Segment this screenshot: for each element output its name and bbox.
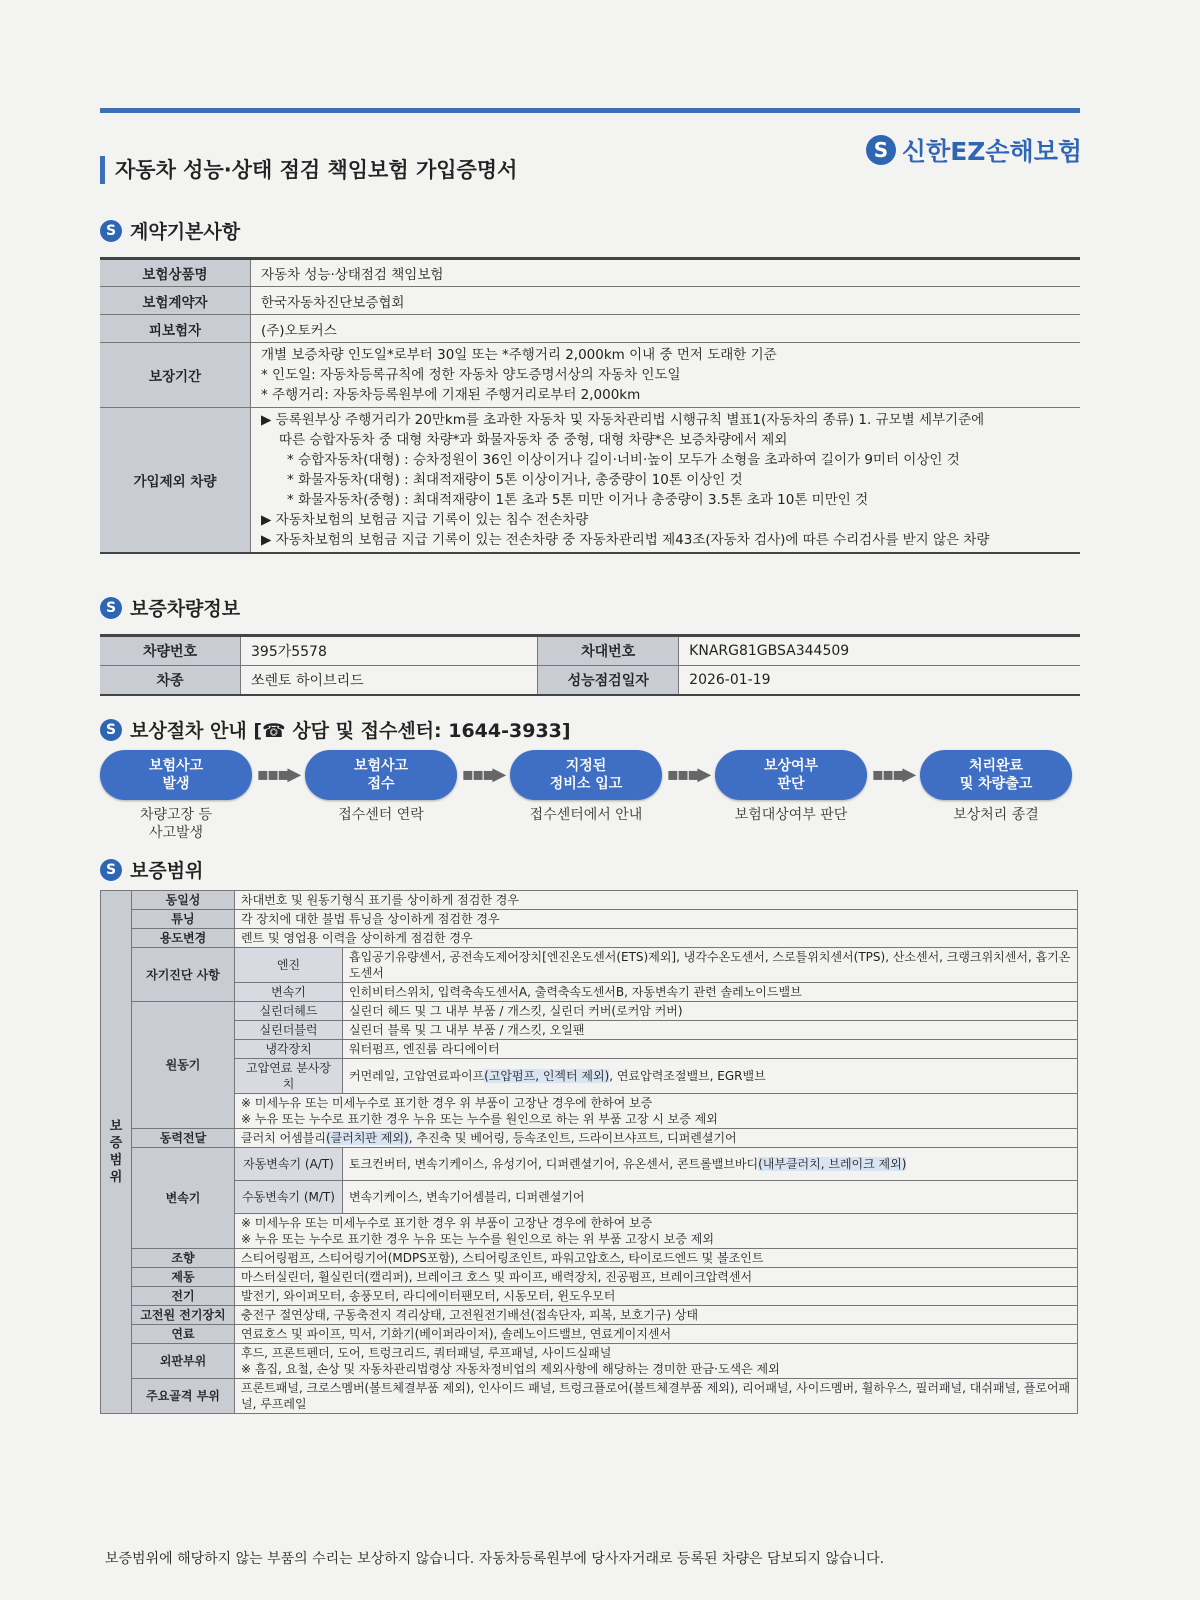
- period-line: * 인도일: 자동차등록규칙에 정한 자동차 양도증명서상의 자동차 인도일: [261, 367, 681, 383]
- section-bullet-icon: S: [100, 719, 122, 741]
- cov-sublabel: 엔진: [235, 948, 343, 983]
- flow-step: [100, 750, 252, 842]
- excluded-line: ▶ 자동차보험의 보험금 지급 기록이 있는 침수 전손차량: [261, 512, 589, 528]
- flow-step-desc: 보상처리 종결: [953, 807, 1039, 823]
- label-policyholder: 보험계약자: [100, 287, 251, 315]
- label-model: 차종: [100, 666, 241, 696]
- flow-step-desc: 접수센터 연락: [338, 807, 424, 823]
- period-line: 개별 보증차량 인도일*로부터 30일 또는 *주행거리 2,000km 이내 중 먼저 도래한 기준: [261, 347, 777, 363]
- flow-step: [715, 750, 867, 824]
- flow-step: [920, 750, 1072, 824]
- excluded-line: * 화물자동차(대형) : 최대적재량이 5톤 이상이거나, 총중량이 10톤 이상인 것: [287, 472, 743, 488]
- page-title: 자동차 성능·상태 점검 책임보험 가입증명서: [100, 156, 517, 184]
- claim-flow: [100, 750, 1060, 840]
- cov-text: 연료호스 및 파이프, 믹서, 기화기(베이퍼라이저), 솔레노이드밸브, 연료게이지센서: [235, 1325, 1078, 1344]
- flow-step-desc: 차량고장 등 사고발생: [139, 807, 213, 841]
- cov-text: 실린더 헤드 및 그 내부 부품 / 개스킷, 실린더 커버(로커암 커버): [343, 1002, 1078, 1021]
- coverage-table: [100, 890, 1078, 1414]
- cov-label: 연료: [132, 1325, 235, 1344]
- cov-text: 변속기케이스, 변속기어셈블리, 디퍼렌셜기어: [343, 1181, 1078, 1214]
- label-plate: 차량번호: [100, 636, 241, 666]
- cov-sublabel: 자동변속기 (A/T): [235, 1148, 343, 1181]
- cov-sublabel: 냉각장치: [235, 1040, 343, 1059]
- cov-text: 인히비터스위치, 입력축속도센서A, 출력축속도센서B, 자동변속기 관련 솔레노이드밸브: [343, 983, 1078, 1002]
- flow-step-pill: 처리완료 및 차량출고: [920, 750, 1072, 800]
- label-inspection-date: 성능점검일자: [538, 666, 679, 696]
- cov-label: 제동: [132, 1268, 235, 1287]
- cov-sublabel: 실린더블럭: [235, 1021, 343, 1040]
- flow-arrow-icon: ▪▪▪▶: [666, 764, 710, 785]
- cov-text: 후드, 프론트펜더, 도어, 트렁크리드, 쿼터패널, 루프패널, 사이드실패널 ※ 흠집, 요철, 손상 및 자동차관리법령상 자동차정비업의 제외사항에 해당하는 경미한 판금·도색은 제외: [235, 1344, 1078, 1379]
- cov-label: 외판부위: [132, 1344, 235, 1379]
- label-period: 보장기간: [100, 343, 251, 408]
- cov-text: 차대번호 및 원동기형식 표기를 상이하게 점검한 경우: [235, 891, 1078, 910]
- contract-table: [100, 257, 1080, 554]
- cov-text: 각 장치에 대한 불법 튜닝을 상이하게 점검한 경우: [235, 910, 1078, 929]
- label-vin: 차대번호: [538, 636, 679, 666]
- excluded-line: ▶ 자동차보험의 보험금 지급 기록이 있는 전손차량 중 자동차관리법 제43조(자동차 검사)에 따른 수리검사를 받지 않은 차량: [261, 532, 990, 548]
- cov-text: 발전기, 와이퍼모터, 송풍모터, 라디에이터팬모터, 시동모터, 윈도우모터: [235, 1287, 1078, 1306]
- cov-text: 워터펌프, 엔진룸 라디에이터: [343, 1040, 1078, 1059]
- cov-label: 용도변경: [132, 929, 235, 948]
- cov-sublabel: 실린더헤드: [235, 1002, 343, 1021]
- section-bullet-icon: S: [100, 220, 122, 242]
- cov-label: 조향: [132, 1249, 235, 1268]
- value-product: 자동차 성능·상태점검 책임보험: [251, 259, 1081, 287]
- cov-sublabel: 변속기: [235, 983, 343, 1002]
- cov-text: 프론트패널, 크로스멤버(볼트체결부품 제외), 인사이드 패널, 트렁크플로어(볼트체결부품 제외), 리어패널, 사이드멤버, 휠하우스, 필러패널, 대쉬패널, 플로어패널, 루프레일: [235, 1379, 1078, 1414]
- cov-note: ※ 미세누유 또는 미세누수로 표기한 경우 위 부품이 고장난 경우에 한하여 보증 ※ 누유 또는 누수로 표기한 경우 누유 또는 누수를 원인으로 하는 위 부품 고장시 보증 제외: [235, 1214, 1078, 1249]
- label-product: 보험상품명: [100, 259, 251, 287]
- flow-arrow-icon: ▪▪▪▶: [461, 764, 505, 785]
- excluded-line: 따른 승합자동차 중 대형 차량*과 화물자동차 중 중형, 대형 차량*은 보증차량에서 제외: [279, 432, 788, 448]
- cov-text: 클러치 어셈블리(클러치판 제외), 추진축 및 베어링, 등속조인트, 드라이브샤프트, 디퍼렌셜기어: [235, 1129, 1078, 1148]
- cov-note: ※ 미세누유 또는 미세누수로 표기한 경우 위 부품이 고장난 경우에 한하여 보증 ※ 누유 또는 누수로 표기한 경우 누유 또는 누수를 원인으로 하는 위 부품 고장 시 보증 제외: [235, 1094, 1078, 1129]
- cov-text: 흡입공기유량센서, 공전속도제어장치[엔진온도센서(ETS)제외], 냉각수온도센서, 스로틀위치센서(TPS), 산소센서, 크랭크위치센서, 흡기온도센서: [343, 948, 1078, 983]
- excluded-line: * 승합자동차(대형) : 승차정원이 36인 이상이거나 길이·너비·높이 모두가 소형을 초과하여 길이가 9미터 이상인 것: [287, 452, 960, 468]
- cov-text: 렌트 및 영업용 이력을 상이하게 점검한 경우: [235, 929, 1078, 948]
- vehicle-table: [100, 634, 1080, 696]
- value-vin: KNARG81GBSA344509: [679, 636, 1080, 666]
- cov-text: 마스터실린더, 휠실린더(캘리퍼), 브레이크 호스 및 파이프, 배력장치, 진공펌프, 브레이크압력센서: [235, 1268, 1078, 1287]
- cov-label: 자기진단 사항: [132, 948, 235, 1002]
- flow-step-pill: 보험사고 발생: [100, 750, 252, 800]
- cov-sublabel: 고압연료 분사장치: [235, 1059, 343, 1094]
- section-coverage: [100, 856, 203, 883]
- cov-label: 주요골격 부위: [132, 1379, 235, 1414]
- cov-label: 전기: [132, 1287, 235, 1306]
- cov-sublabel: 수동변속기 (M/T): [235, 1181, 343, 1214]
- value-insured: (주)오토커스: [251, 315, 1081, 343]
- cov-text: 토크컨버터, 변속기케이스, 유성기어, 디퍼렌셜기어, 유온센서, 콘트롤밸브바디(내부클러치, 브레이크 제외): [343, 1148, 1078, 1181]
- flow-step: [305, 750, 457, 824]
- section-bullet-icon: S: [100, 859, 122, 881]
- cov-text: 스티어링펌프, 스티어링기어(MDPS포함), 스티어링조인트, 파워고압호스, 타이로드엔드 및 볼조인트: [235, 1249, 1078, 1268]
- flow-step-pill: 지정된 정비소 입고: [510, 750, 662, 800]
- brand-name: 신한EZ손해보험: [901, 137, 1082, 166]
- period-line: * 주행거리: 자동차등록원부에 기재된 주행거리로부터 2,000km: [261, 387, 641, 403]
- section-claim: [100, 716, 571, 743]
- section-coverage-title: 보증범위: [130, 860, 204, 882]
- cov-label: 동력전달: [132, 1129, 235, 1148]
- label-excluded: 가입제외 차량: [100, 408, 251, 554]
- cov-label: 고전원 전기장치: [132, 1306, 235, 1325]
- footer-notice: 보증범위에 해당하지 않는 부품의 수리는 보상하지 않습니다. 자동차등록원부에 당사자거래로 등록된 차량은 담보되지 않습니다.: [105, 1551, 885, 1567]
- flow-arrow-icon: ▪▪▪▶: [256, 764, 300, 785]
- section-bullet-icon: S: [100, 597, 122, 619]
- flow-step-desc: 보험대상여부 판단: [734, 807, 848, 823]
- value-period: [251, 343, 1081, 408]
- excluded-line: * 화물자동차(중형) : 최대적재량이 1톤 초과 5톤 미만 이거나 총중량이 3.5톤 초과 10톤 미만인 것: [287, 492, 869, 508]
- flow-step-pill: 보험사고 접수: [305, 750, 457, 800]
- cov-text: 실린더 블록 및 그 내부 부품 / 개스킷, 오일팬: [343, 1021, 1078, 1040]
- cov-text: 충전구 절연상태, 구동축전지 격리상태, 고전원전기배선(접속단자, 피복, 보호기구) 상태: [235, 1306, 1078, 1325]
- section-claim-title: 보상절차 안내 [☎ 상담 및 접수센터: 1644-3933]: [130, 720, 571, 742]
- coverage-side-label: 보증범위: [101, 891, 132, 1414]
- shinhan-logo-icon: S: [866, 135, 896, 165]
- value-model: 쏘렌토 하이브리드: [241, 666, 538, 696]
- value-inspection-date: 2026-01-19: [679, 666, 1080, 696]
- cov-text: 커먼레일, 고압연료파이프(고압펌프, 인젝터 제외), 연료압력조절밸브, EGR밸브: [343, 1059, 1078, 1094]
- label-insured: 피보험자: [100, 315, 251, 343]
- brand-logo: [866, 132, 1082, 168]
- value-policyholder: 한국자동차진단보증협회: [251, 287, 1081, 315]
- cov-label: 동일성: [132, 891, 235, 910]
- flow-step: [510, 750, 662, 824]
- value-excluded: [251, 408, 1081, 554]
- cov-label: 원동기: [132, 1002, 235, 1129]
- flow-step-desc: 접수센터에서 안내: [529, 807, 643, 823]
- section-vehicle: [100, 594, 240, 621]
- top-rule: [100, 108, 1080, 113]
- excluded-line: ▶ 등록원부상 주행거리가 20만km를 초과한 자동차 및 자동차관리법 시행규칙 별표1(자동차의 종류) 1. 규모별 세부기준에: [261, 412, 985, 428]
- cov-label: 튜닝: [132, 910, 235, 929]
- cov-label: 변속기: [132, 1148, 235, 1249]
- flow-arrow-icon: ▪▪▪▶: [871, 764, 915, 785]
- section-vehicle-title: 보증차량정보: [130, 598, 241, 620]
- flow-step-pill: 보상여부 판단: [715, 750, 867, 800]
- section-basic: [100, 217, 240, 244]
- value-plate: 395가5578: [241, 636, 538, 666]
- section-basic-title: 계약기본사항: [130, 221, 241, 243]
